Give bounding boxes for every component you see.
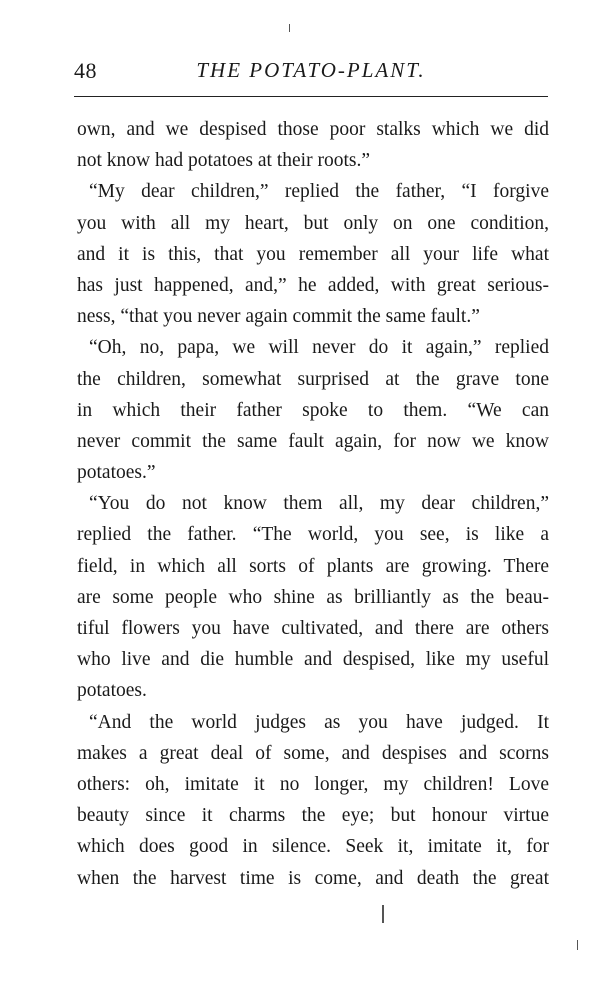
text-line: field, in which all sorts of plants are growing. There (77, 555, 549, 577)
text-line: own, and we despised those poor stalks which we did (77, 119, 549, 140)
text-line: “You do not know them all, my dear children,” (89, 493, 549, 515)
text-line: “And the world judges as you have judged. It (89, 711, 549, 733)
page-header (74, 54, 548, 94)
text-line: in which their father spoke to them. “We can (77, 399, 549, 421)
text-line: others: oh, imitate it no longer, my children! Love (77, 773, 549, 795)
text-line: potatoes.” (77, 462, 156, 484)
text-line: when the harvest time is come, and death the great (77, 867, 549, 889)
text-line: are some people who shine as brilliantly as the beau- (77, 586, 549, 608)
text-line: “Oh, no, papa, we will never do it again,” replied (89, 337, 549, 359)
scan-mark (382, 905, 384, 923)
text-line: ness, “that you never again commit the same fault.” (77, 306, 480, 328)
header-rule (74, 96, 548, 97)
text-line: you with all my heart, but only on one condition, (77, 212, 549, 234)
text-line: which does good in silence. Seek it, imitate it, for (77, 836, 549, 858)
text-line: not know had potatoes at their roots.” (77, 150, 370, 172)
running-title: THE POTATO-PLANT. (196, 58, 426, 82)
text-line: the children, somewhat surprised at the grave tone (77, 368, 549, 390)
scan-mark (289, 24, 290, 32)
text-line: never commit the same fault again, for now we know (77, 430, 549, 452)
text-line: beauty since it charms the eye; but honour virtue (77, 805, 549, 827)
text-line: has just happened, and,” he added, with great serious- (77, 274, 549, 296)
text-line: makes a great deal of some, and despises and scorns (77, 742, 549, 764)
scan-mark (577, 940, 578, 950)
text-line: replied the father. “The world, you see, is like a (77, 524, 549, 546)
text-line: potatoes. (77, 680, 147, 702)
text-line: “My dear children,” replied the father, “I forgive (89, 181, 549, 203)
page-number: 48 (74, 58, 97, 83)
body-text (77, 114, 549, 894)
text-line: and it is this, that you remember all your life what (77, 243, 549, 265)
text-line: who live and die humble and despised, like my useful (77, 649, 549, 671)
text-line: tiful flowers you have cultivated, and there are others (77, 618, 549, 639)
